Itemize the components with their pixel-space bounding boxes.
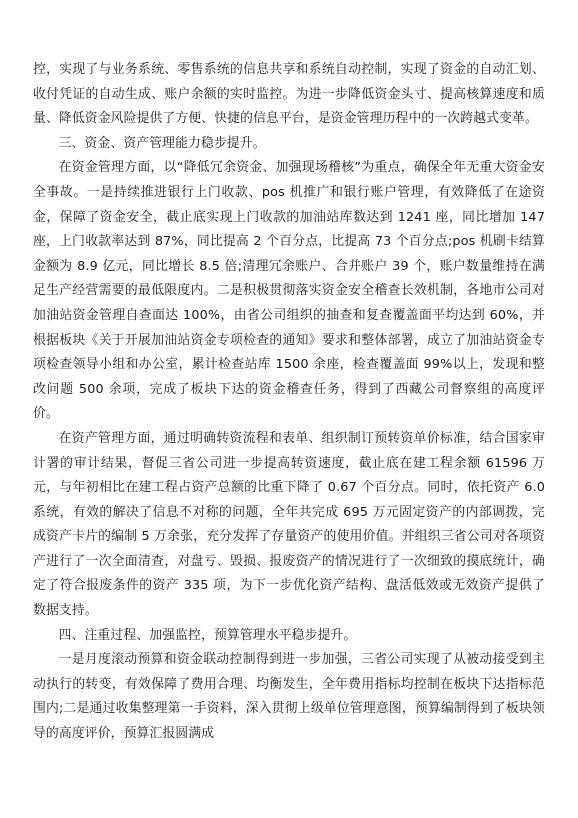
paragraph-budget-management: 一是月度滚动预算和资金联动控制得到进一步加强，三省公司实现了从被动接受到主动执行的转变，有效保障了费用合理、均衡发生，全年费用指标均控制在板块下达指标范围内;二是通过收集整理第一手资料，深入贯彻上级单位管理意图，预算编制得到了板块领导的高度评价，预算汇报圆满成	[33, 652, 545, 742]
section-heading-four: 四、注重过程、加强监控，预算管理水平稳步提升。	[58, 627, 357, 643]
section-heading-three: 三、资金、资产管理能力稳步提升。	[58, 135, 266, 151]
paragraph-asset-management: 在资产管理方面，通过明确转资流程和表单、组织制订预转资单价标准，结合国家审计署的审计结果，督促三省公司进一步提高转资速度，截止底在建工程余额 61596 万元，与年初相比在建工程占资产总额的比重下降了 0.67 个百分点。同时，依托资产 6.0 系统，有效的解决了信息不对称的问题，全年共完成 695 万元固定资产的内部调拨，完成资产卡片的编制 5 万余张，充分发挥了存量资产的使用价值。并组织三省公司对各项资产进行了一次全面清查，对盘亏、毁损、报废资产的情况进行了一次细致的摸底统计，确定了符合报废条件的资产 335 项，为下一步优化资产结构、盘活低效或无效资产提供了数据支持。	[33, 430, 545, 619]
paragraph-fund-management: 在资金管理方面，以“降低冗余资金、加强现场稽核”为重点，确保全年无重大资金安全事故。一是持续推进银行上门收款、pos 机推广和银行账户管理，有效降低了在途资金，保障了资金安全，截止底实现上门收款的加油站库数达到 1241 座，同比增加 147 座，上门收款率达到 87%，同比提高 2 个百分点，比提高 73 个百分点;pos 机刷卡结算金额为 8.9 亿元，同比增长 8.5 倍;清理冗余账户、合并账户 39 个，账户数量维持在满足生产经营需要的最低限度内。二是积极贯彻落实资金安全稽查长效机制，各地市公司对加油站资金管理自查面达 100%，由省公司组织的抽查和复查覆盖面平均达到 60%，并根据板块《关于开展加油站资金专项检查的通知》要求和整体部署，成立了加油站资金专项检查领导小组和办公室，累计检查站库 1500 余座，检查覆盖面 99%以上，发现和整改问题 500 余项，完成了板块下达的资金稽查任务，得到了西藏公司督察组的高度评价。	[33, 160, 545, 422]
document-body	[33, 58, 545, 747]
continued-paragraph: 控，实现了与业务系统、零售系统的信息共享和系统自动控制，实现了资金的自动汇划、收付凭证的自动生成、账户余额的实时监控。为进一步降低资金头寸、提高核算速度和质量、降低资金风险提供了方便、快捷的信息平台，是资金管理历程中的一次跨越式变革。	[33, 62, 545, 127]
